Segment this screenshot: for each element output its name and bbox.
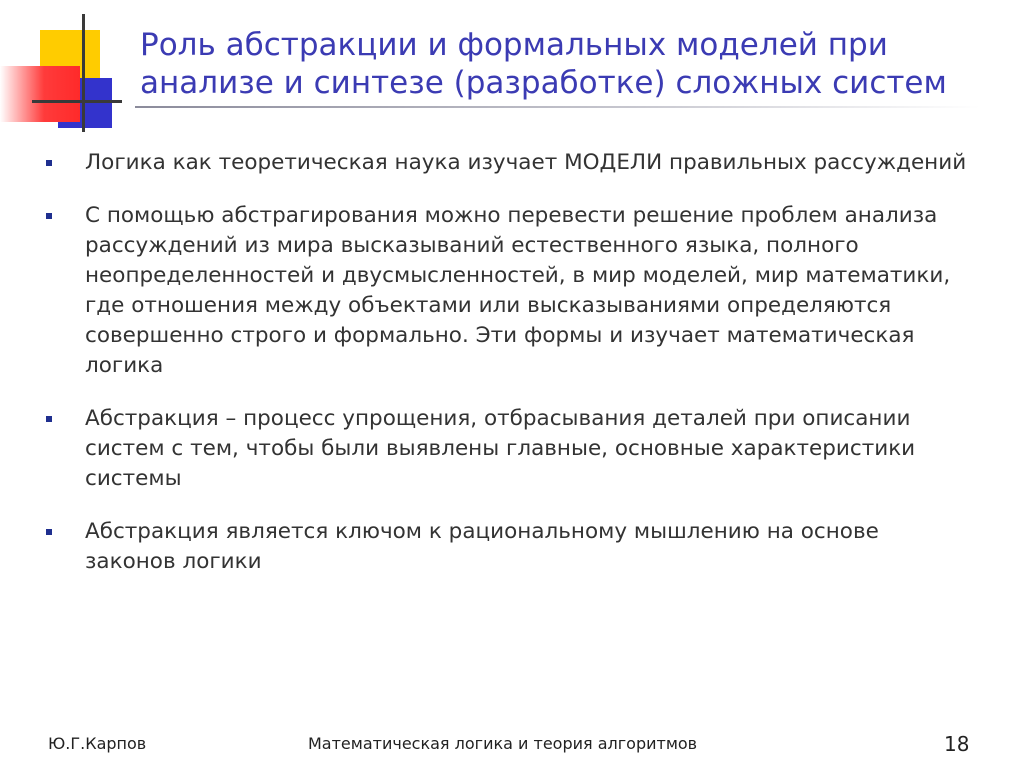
slide-title <box>140 26 1000 102</box>
bullet-list <box>46 148 976 600</box>
logo-vertical-line <box>82 14 85 132</box>
title-divider <box>135 106 980 108</box>
slide-title-line-2: анализе и синтезе (разработке) сложных систем <box>140 65 947 101</box>
bullet-square-icon <box>46 529 52 535</box>
page-number: 18 <box>944 732 970 756</box>
slide-title-line-1: Роль абстракции и формальных моделей при <box>140 27 888 63</box>
footer-author: Ю.Г.Карпов <box>48 734 147 753</box>
logo-red-gradient-block <box>0 66 80 122</box>
bullet-text: С помощью абстрагирования можно перевести решение проблем анализа рассуждений из мира высказываний естественного языка, полного неопределенностей и двусмысленностей, в мир моделей, мир математики, где отношения между объектами или высказываниями определяются совершенно строго и формально. Эти формы и изучает математическая логика <box>85 203 951 378</box>
footer-course-title: Математическая логика и теория алгоритмов <box>308 734 698 753</box>
logo-horizontal-line <box>32 100 122 103</box>
bullet-square-icon <box>46 416 52 422</box>
bullet-text: Логика как теоретическая наука изучает МОДЕЛИ правильных рассуждений <box>85 150 967 175</box>
bullet-item <box>46 201 976 381</box>
bullet-item <box>46 517 976 577</box>
bullet-item <box>46 404 976 494</box>
bullet-square-icon <box>46 160 52 166</box>
bullet-square-icon <box>46 213 52 219</box>
bullet-item <box>46 148 976 178</box>
bullet-text: Абстракция – процесс упрощения, отбрасывания деталей при описании систем с тем, чтобы были выявлены главные, основные характеристики системы <box>85 406 916 491</box>
bullet-text: Абстракция является ключом к рациональному мышлению на основе законов логики <box>85 519 879 574</box>
